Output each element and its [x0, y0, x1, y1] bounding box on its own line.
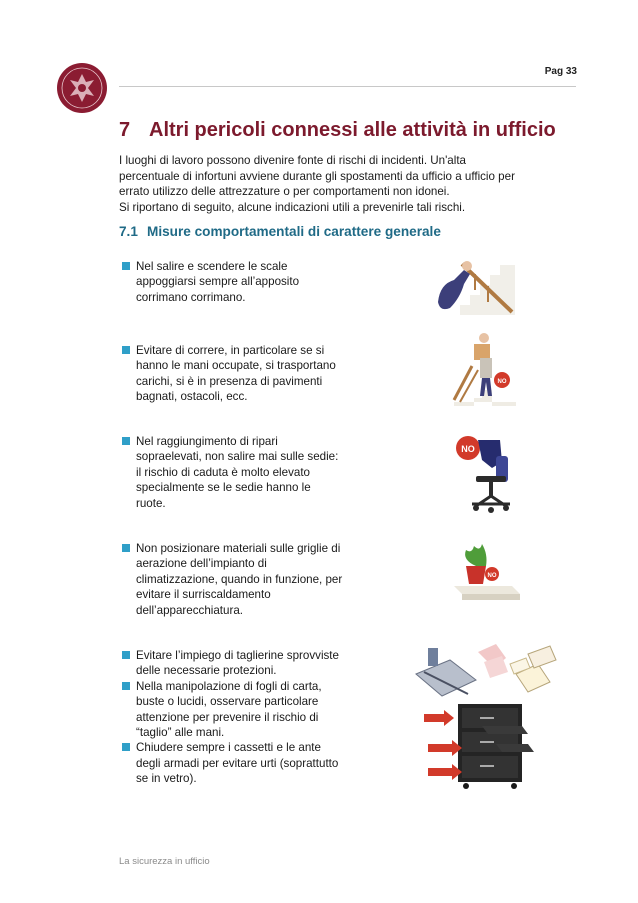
intro-line: Si riportano di seguito, alcune indicazioni utili a prevenirle tali rischi. [119, 200, 466, 214]
bullet-line: attenzione per prevenire il rischio di [136, 710, 319, 724]
bullet-line: Nel salire e scendere le scale [136, 260, 288, 273]
bullet-line: il rischio di caduta è molto elevato [136, 465, 310, 479]
intro-line: I luoghi di lavoro possono divenire fonte di rischi di incidenti. Un'alta [119, 154, 467, 167]
filing-cabinet-illustration [422, 700, 540, 790]
bullet-line: se in vetro). [136, 772, 197, 786]
bullet-point [122, 434, 372, 511]
bullet-line: climatizzazione, quando in funzione, per [136, 572, 343, 586]
no-badge-text: NO [497, 379, 507, 385]
bullet-square-icon [122, 262, 130, 270]
bullet-line: Nel raggiungimento di ripari [136, 435, 278, 448]
bullet-line: ruote. [136, 496, 166, 510]
bullet-square-icon [122, 682, 130, 690]
measure-item [122, 343, 372, 405]
university-seal-logo [56, 62, 108, 114]
bullet-line: aerazione dell’impianto di [136, 557, 267, 571]
section-title-text: Altri pericoli connessi alle attività in ufficio [149, 119, 556, 141]
bullet-line: corrimano corrimano. [136, 290, 246, 304]
bullet-point [122, 648, 372, 679]
bullet-line: hanno le mani occupate, si trasportano [136, 359, 336, 373]
bullet-point [122, 259, 372, 305]
bullet-line: carichi, si è in presenza di pavimenti [136, 374, 323, 388]
bullet-line: degli armadi per evitare urti (soprattutto [136, 756, 339, 770]
intro-line: percentuale di infortuni avviene durante gli spostamenti da ufficio a ufficio per [119, 169, 515, 183]
stairs-handrail-illustration [420, 250, 520, 320]
bullet-square-icon [122, 743, 130, 751]
measure-item [122, 259, 372, 305]
section-title [119, 119, 556, 142]
bullet-point [122, 740, 372, 786]
bullet-line: Evitare l’impiego di taglierine sprovviste [136, 649, 339, 662]
subsection-title-text: Misure comportamentali di carattere generale [147, 224, 441, 239]
section-number: 7 [119, 119, 131, 141]
bullet-point [122, 343, 372, 405]
person-carrying-boxes-illustration [452, 330, 518, 408]
bullet-point [122, 541, 372, 618]
bullet-line: “taglio” alle mani. [136, 726, 225, 740]
intro-paragraph [119, 153, 579, 215]
bullet-line: delle necessarie protezioni. [136, 664, 277, 678]
bullet-line: dell’apparecchiatura. [136, 603, 243, 617]
bullet-line: Chiudere sempre i cassetti e le ante [136, 741, 321, 755]
plant-on-vent-illustration [452, 538, 522, 604]
measure-item [122, 541, 372, 618]
subsection-title [119, 224, 441, 239]
bullet-square-icon [122, 346, 130, 354]
person-on-chair-illustration [452, 432, 522, 514]
bullet-line: buste o lucidi, osservare particolare [136, 695, 319, 709]
measure-item [122, 434, 372, 511]
bullet-line: sopraelevati, non salire mai sulle sedie: [136, 450, 339, 464]
bullet-line: Evitare di correre, in particolare se si [136, 344, 325, 357]
header-rule [119, 86, 576, 87]
measure-item-group [122, 648, 372, 787]
subsection-number: 7.1 [119, 224, 138, 239]
bullet-square-icon [122, 437, 130, 445]
no-badge-text: NO [461, 444, 475, 454]
bullet-line: evitare il surriscaldamento [136, 588, 271, 602]
bullet-square-icon [122, 651, 130, 659]
bullet-square-icon [122, 544, 130, 552]
bullet-line: Nella manipolazione di fogli di carta, [136, 679, 322, 693]
bullet-line: appoggiarsi sempre all’apposito [136, 275, 300, 289]
bullet-line: Non posizionare materiali sulle griglie di [136, 542, 341, 555]
intro-line: errato utilizzo delle attrezzature o per comportamenti non idonei. [119, 185, 450, 199]
bullet-point [122, 679, 372, 741]
footer-text: La sicurezza in ufficio [119, 856, 210, 867]
page-number: Pag 33 [544, 66, 577, 77]
no-badge-text: NO [487, 573, 497, 579]
paper-cutter-illustration [410, 634, 558, 702]
bullet-line: bagnati, ostacoli, ecc. [136, 390, 248, 404]
bullet-line: specialmente se le sedie hanno le [136, 481, 311, 495]
